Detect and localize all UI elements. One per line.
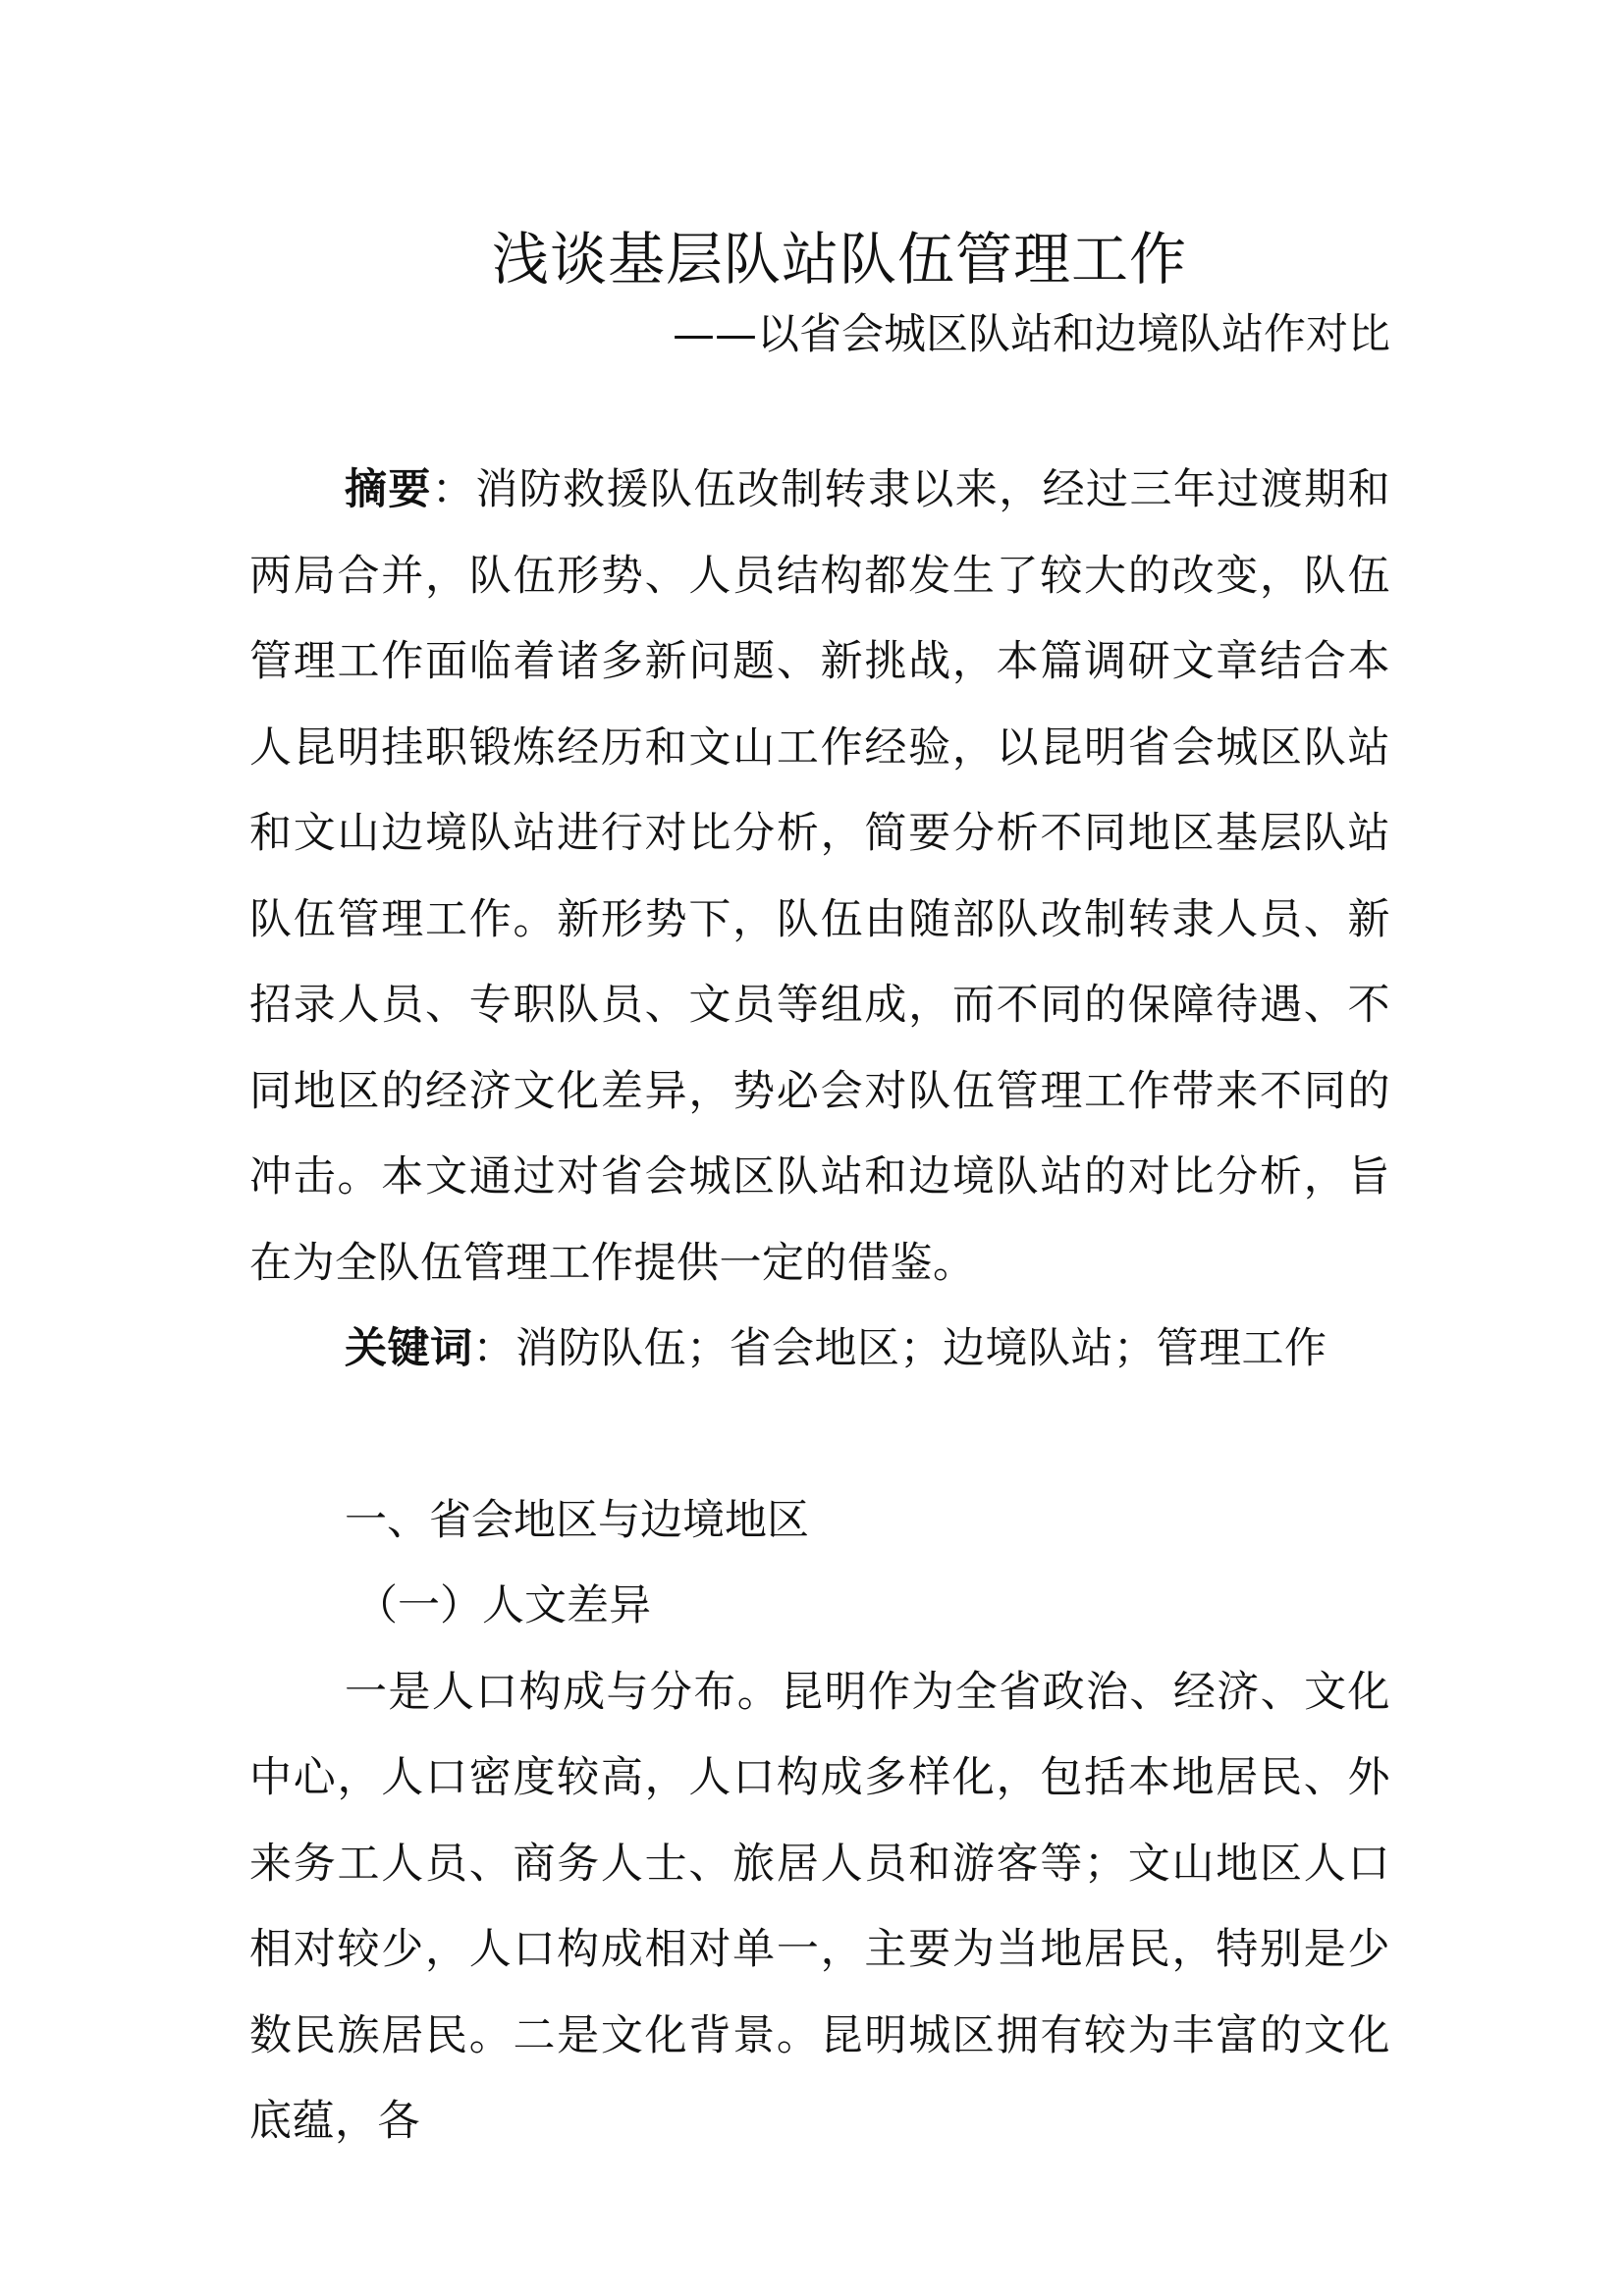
document-subtitle: ——以省会城区队站和边境队站作对比 [673, 310, 1390, 359]
abstract-label: 摘要 [345, 465, 432, 514]
abstract-separator: ： [431, 465, 476, 514]
spacer [249, 369, 1390, 448]
document-body [249, 218, 1390, 2165]
spacer [249, 1393, 1390, 1478]
keywords-separator: ： [472, 1324, 515, 1373]
section-body-paragraph: 一是人口构成与分布。昆明作为全省政治、经济、文化中心，人口密度较高，人口构成多样化，包括本地居民、外来务工人员、商务人士、旅居人员和游客等；文山地区人口相对较少，人口构成相对单一，主要为当地居民，特别是少数民族居民。二是文化背景。昆明城区拥有较为丰富的文化底蕴，各 [249, 1667, 1390, 2146]
keywords-text: 消防队伍；省会地区；边境队站；管理工作 [515, 1324, 1327, 1373]
abstract-paragraph [249, 448, 1390, 1307]
keywords-paragraph [249, 1307, 1390, 1393]
keywords-label: 关键词 [345, 1324, 473, 1373]
section-subheading: （一）人文差异 [355, 1581, 651, 1630]
abstract-text: 消防救援队伍改制转隶以来，经过三年过渡期和两局合并，队伍形势、人员结构都发生了较大的改变，队伍管理工作面临着诸多新问题、新挑战，本篇调研文章结合本人昆明挂职锻炼经历和文山工作经验，以昆明省会城区队站和文山边境队站进行对比分析，简要分析不同地区基层队站队伍管理工作。新形势下，队伍由随部队改制转隶人员、新招录人员、专职队员、文员等组成，而不同的保障待遇、不同地区的经济文化差异，势必会对队伍管理工作带来不同的冲击。本文通过对省会城区队站和边境队站的对比分析，旨在为全队伍管理工作提供一定的借鉴。 [249, 465, 1391, 1288]
document-title: 浅谈基层队站队伍管理工作 [491, 226, 1187, 293]
section-heading: 一、省会地区与边境地区 [345, 1495, 809, 1545]
